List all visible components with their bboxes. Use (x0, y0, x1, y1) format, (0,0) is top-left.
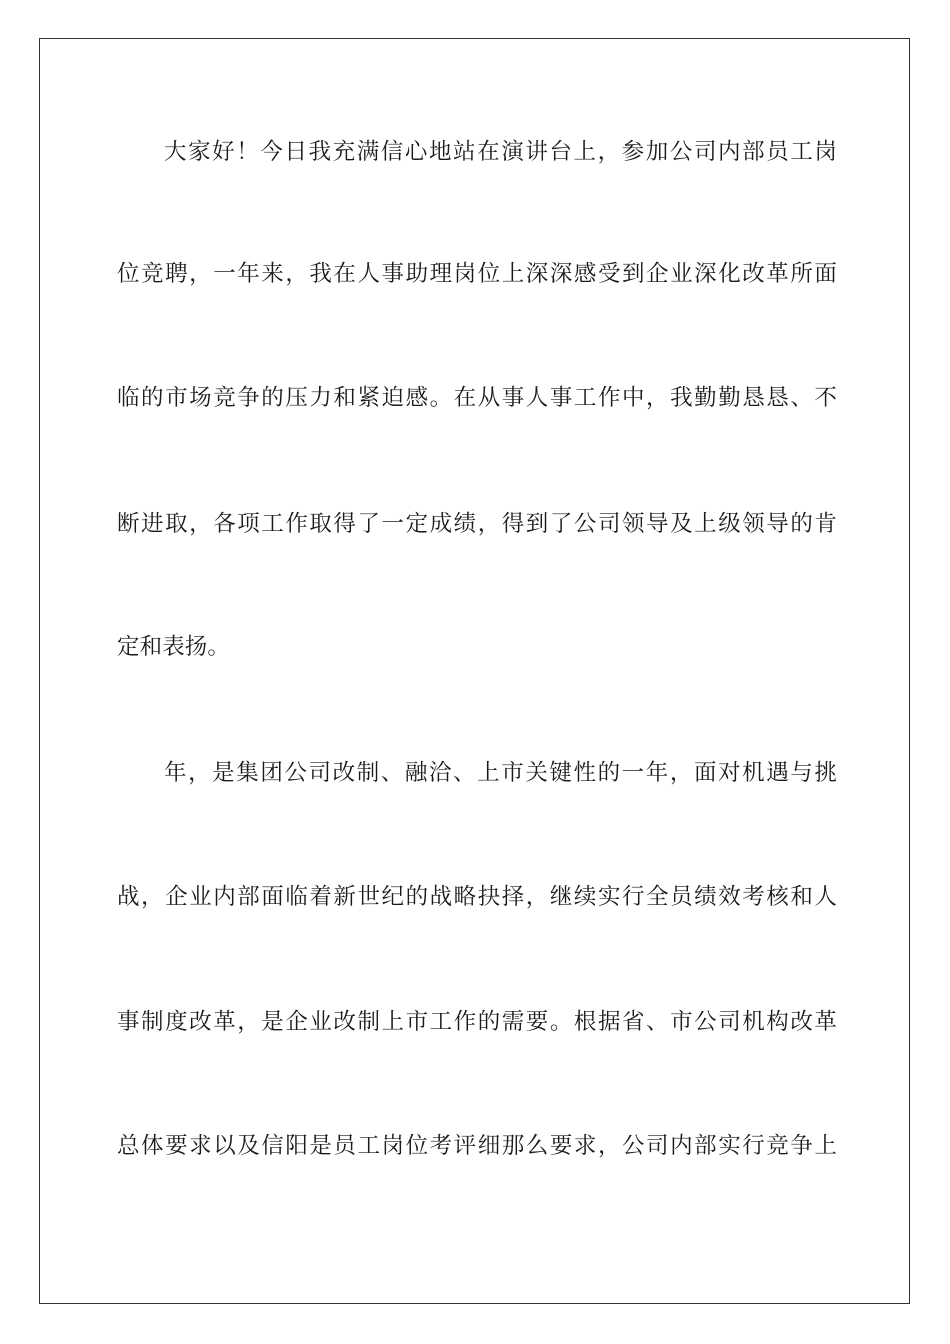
paragraph-2-line-2: 战，企业内部面临着新世纪的战略抉择，继续实行全员绩效考核和人 (117, 884, 837, 910)
paragraph-1-line-3: 临的市场竞争的压力和紧迫感。在从事人事工作中，我勤勤恳恳、不 (117, 385, 837, 411)
paragraph-2-line-1: 年，是集团公司改制、融洽、上市关键性的一年，面对机遇与挑 (164, 760, 837, 786)
paragraph-1-line-5: 定和表扬。 (117, 634, 231, 660)
paragraph-2-line-3: 事制度改革，是企业改制上市工作的需要。根据省、市公司机构改革 (117, 1009, 837, 1035)
paragraph-1-line-4: 断进取，各项工作取得了一定成绩，得到了公司领导及上级领导的肯 (117, 511, 837, 537)
paragraph-2-line-4: 总体要求以及信阳是员工岗位考评细那么要求，公司内部实行竞争上 (117, 1133, 837, 1159)
page-border (39, 38, 910, 1304)
paragraph-1-line-1: 大家好！今日我充满信心地站在演讲台上，参加公司内部员工岗 (164, 139, 837, 165)
paragraph-1-line-2: 位竞聘，一年来，我在人事助理岗位上深深感受到企业深化改革所面 (117, 261, 837, 287)
